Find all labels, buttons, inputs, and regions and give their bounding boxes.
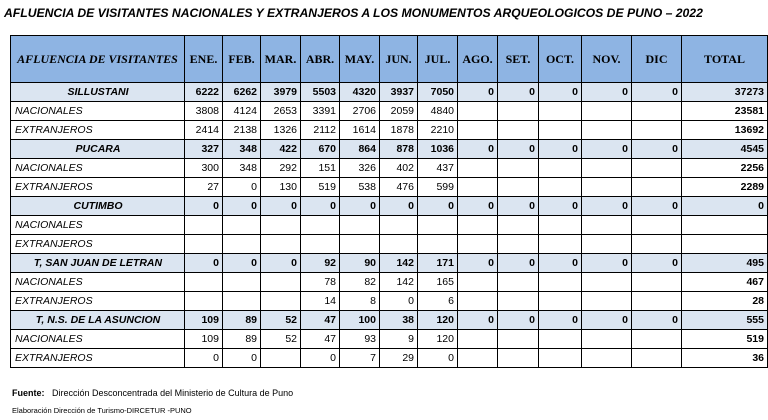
table-cell: 327	[185, 140, 223, 159]
table-cell	[261, 273, 301, 292]
table-cell: 0	[458, 83, 498, 102]
month-header: JUL.	[418, 36, 458, 83]
table-cell: 0	[418, 349, 458, 368]
category-name: EXTRANJEROS	[11, 292, 185, 311]
table-cell	[498, 102, 539, 121]
table-cell: 6	[418, 292, 458, 311]
table-cell: 0	[632, 140, 682, 159]
category-name: EXTRANJEROS	[11, 235, 185, 254]
table-cell	[340, 216, 380, 235]
table-cell	[380, 235, 418, 254]
table-cell: 0	[582, 254, 632, 273]
source-text: Dirección Desconcentrada del Ministerio de Cultura de Puno	[52, 388, 294, 398]
row-total: 28	[682, 292, 768, 311]
header-label: AFLUENCIA DE VISITANTES	[11, 36, 185, 83]
table-cell: 2653	[261, 102, 301, 121]
row-total: 555	[682, 311, 768, 330]
table-cell: 0	[582, 311, 632, 330]
table-cell	[458, 159, 498, 178]
table-cell	[582, 178, 632, 197]
table-cell: 0	[223, 178, 261, 197]
table-cell	[582, 235, 632, 254]
row-total: 4545	[682, 140, 768, 159]
site-name: PUCARA	[11, 140, 185, 159]
table-cell: 52	[261, 311, 301, 330]
table-cell: 0	[185, 349, 223, 368]
table-cell	[185, 216, 223, 235]
table-cell: 0	[458, 311, 498, 330]
table-cell: 1614	[340, 121, 380, 140]
table-cell: 109	[185, 311, 223, 330]
table-cell: 476	[380, 178, 418, 197]
table-cell: 38	[380, 311, 418, 330]
table-cell	[458, 178, 498, 197]
site-row	[11, 140, 768, 159]
breakdown-row	[11, 178, 768, 197]
table-cell	[261, 235, 301, 254]
table-cell	[632, 102, 682, 121]
table-cell	[458, 330, 498, 349]
table-cell: 519	[301, 178, 340, 197]
table-cell: 0	[458, 197, 498, 216]
table-cell: 120	[418, 330, 458, 349]
table-cell: 422	[261, 140, 301, 159]
table-cell	[340, 235, 380, 254]
month-header: MAY.	[340, 36, 380, 83]
row-total	[682, 235, 768, 254]
table-cell	[185, 235, 223, 254]
row-total: 0	[682, 197, 768, 216]
site-name: CUTIMBO	[11, 197, 185, 216]
table-cell: 0	[632, 83, 682, 102]
table-cell: 1326	[261, 121, 301, 140]
table-cell	[539, 292, 582, 311]
row-total: 467	[682, 273, 768, 292]
breakdown-row	[11, 349, 768, 368]
category-name: NACIONALES	[11, 273, 185, 292]
table-cell: 29	[380, 349, 418, 368]
table-cell: 3808	[185, 102, 223, 121]
category-name: EXTRANJEROS	[11, 178, 185, 197]
table-cell	[458, 349, 498, 368]
table-cell: 89	[223, 330, 261, 349]
table-cell	[539, 349, 582, 368]
table-cell: 47	[301, 311, 340, 330]
table-cell	[458, 292, 498, 311]
total-header: TOTAL	[682, 36, 768, 83]
table-cell: 82	[340, 273, 380, 292]
visitors-table	[10, 35, 768, 368]
table-cell: 4840	[418, 102, 458, 121]
table-cell: 0	[418, 197, 458, 216]
table-cell: 2706	[340, 102, 380, 121]
category-name: EXTRANJEROS	[11, 349, 185, 368]
table-cell: 0	[340, 197, 380, 216]
table-cell	[498, 273, 539, 292]
row-total	[682, 216, 768, 235]
source-note	[12, 388, 293, 398]
table-cell: 292	[261, 159, 301, 178]
table-cell	[498, 349, 539, 368]
table-cell: 8	[340, 292, 380, 311]
table-cell	[301, 216, 340, 235]
table-cell	[458, 121, 498, 140]
table-cell	[582, 159, 632, 178]
table-cell: 348	[223, 159, 261, 178]
table-cell: 348	[223, 140, 261, 159]
table-cell: 878	[380, 140, 418, 159]
breakdown-row	[11, 216, 768, 235]
table-cell	[458, 235, 498, 254]
table-cell: 0	[498, 197, 539, 216]
table-cell	[498, 235, 539, 254]
site-row	[11, 254, 768, 273]
site-name: T, N.S. DE LA ASUNCION	[11, 311, 185, 330]
table-cell: 437	[418, 159, 458, 178]
month-header: MAR.	[261, 36, 301, 83]
month-header: SET.	[498, 36, 539, 83]
table-cell	[261, 349, 301, 368]
table-cell	[632, 235, 682, 254]
table-cell: 0	[223, 349, 261, 368]
table-cell: 0	[458, 140, 498, 159]
table-cell: 3937	[380, 83, 418, 102]
breakdown-row	[11, 102, 768, 121]
table-cell	[223, 235, 261, 254]
table-cell: 0	[539, 254, 582, 273]
table-cell	[632, 121, 682, 140]
table-cell	[539, 159, 582, 178]
table-cell: 538	[340, 178, 380, 197]
month-header: AGO.	[458, 36, 498, 83]
table-cell: 0	[632, 311, 682, 330]
table-cell: 7050	[418, 83, 458, 102]
breakdown-row	[11, 121, 768, 140]
table-cell: 14	[301, 292, 340, 311]
table-cell: 89	[223, 311, 261, 330]
table-cell: 6262	[223, 83, 261, 102]
table-cell: 0	[632, 197, 682, 216]
breakdown-row	[11, 273, 768, 292]
table-cell: 0	[223, 197, 261, 216]
table-cell	[539, 178, 582, 197]
table-body	[11, 83, 768, 368]
table-cell	[418, 235, 458, 254]
month-header: ABR.	[301, 36, 340, 83]
table-cell	[458, 102, 498, 121]
table-cell: 2112	[301, 121, 340, 140]
month-header: ENE.	[185, 36, 223, 83]
table-cell: 52	[261, 330, 301, 349]
table-cell: 864	[340, 140, 380, 159]
table-cell	[261, 292, 301, 311]
table-cell: 4320	[340, 83, 380, 102]
table-cell: 0	[301, 197, 340, 216]
table-cell: 0	[261, 254, 301, 273]
table-cell: 27	[185, 178, 223, 197]
table-cell: 5503	[301, 83, 340, 102]
table-cell: 326	[340, 159, 380, 178]
table-cell	[185, 292, 223, 311]
site-row	[11, 197, 768, 216]
table-cell	[539, 121, 582, 140]
table-cell: 90	[340, 254, 380, 273]
category-name: NACIONALES	[11, 216, 185, 235]
breakdown-row	[11, 292, 768, 311]
breakdown-row	[11, 159, 768, 178]
table-cell	[582, 330, 632, 349]
table-cell	[301, 235, 340, 254]
month-header: JUN.	[380, 36, 418, 83]
page-title: AFLUENCIA DE VISITANTES NACIONALES Y EXTRANJEROS A LOS MONUMENTOS ARQUEOLOGICOS DE PUNO – 2022	[4, 6, 703, 20]
table-cell: 0	[380, 197, 418, 216]
table-cell	[539, 273, 582, 292]
table-cell: 142	[380, 254, 418, 273]
table-cell: 2414	[185, 121, 223, 140]
month-header: FEB.	[223, 36, 261, 83]
table-cell	[632, 159, 682, 178]
row-total: 23581	[682, 102, 768, 121]
table-cell: 151	[301, 159, 340, 178]
table-cell: 3979	[261, 83, 301, 102]
table-cell: 0	[185, 197, 223, 216]
table-cell: 0	[498, 140, 539, 159]
row-total: 519	[682, 330, 768, 349]
table-cell: 130	[261, 178, 301, 197]
table-cell	[582, 273, 632, 292]
table-cell: 0	[632, 254, 682, 273]
table-cell: 0	[261, 197, 301, 216]
table-cell: 0	[185, 254, 223, 273]
source-label: Fuente:	[12, 388, 45, 398]
table-cell	[582, 121, 632, 140]
table-header-row	[11, 36, 768, 83]
month-header: NOV.	[582, 36, 632, 83]
table-cell	[632, 178, 682, 197]
table-cell: 0	[539, 83, 582, 102]
table-cell	[582, 349, 632, 368]
table-cell	[632, 330, 682, 349]
row-total: 37273	[682, 83, 768, 102]
table-cell	[539, 330, 582, 349]
table-cell: 6222	[185, 83, 223, 102]
table-cell: 0	[539, 197, 582, 216]
table-cell	[632, 349, 682, 368]
row-total: 2289	[682, 178, 768, 197]
breakdown-row	[11, 235, 768, 254]
table-cell	[380, 216, 418, 235]
table-cell: 47	[301, 330, 340, 349]
table-cell	[498, 178, 539, 197]
table-cell	[185, 273, 223, 292]
table-cell	[223, 273, 261, 292]
month-header: DIC	[632, 36, 682, 83]
table-cell	[418, 216, 458, 235]
site-row	[11, 311, 768, 330]
table-cell: 300	[185, 159, 223, 178]
table-cell: 78	[301, 273, 340, 292]
table-cell: 2210	[418, 121, 458, 140]
category-name: NACIONALES	[11, 102, 185, 121]
table-cell: 402	[380, 159, 418, 178]
table-cell: 3391	[301, 102, 340, 121]
table-cell: 7	[340, 349, 380, 368]
table-cell	[458, 273, 498, 292]
table-cell	[582, 292, 632, 311]
table-cell	[632, 216, 682, 235]
site-row	[11, 83, 768, 102]
table-cell	[498, 159, 539, 178]
site-name: SILLUSTANI	[11, 83, 185, 102]
table-cell: 0	[498, 83, 539, 102]
month-header: OCT.	[539, 36, 582, 83]
table-cell: 100	[340, 311, 380, 330]
table-cell	[261, 216, 301, 235]
table-cell: 4124	[223, 102, 261, 121]
table-cell: 0	[539, 311, 582, 330]
table-cell: 109	[185, 330, 223, 349]
table-cell: 0	[498, 311, 539, 330]
table-cell: 0	[498, 254, 539, 273]
table-cell: 92	[301, 254, 340, 273]
table-cell: 93	[340, 330, 380, 349]
table-cell: 0	[223, 254, 261, 273]
table-cell: 599	[418, 178, 458, 197]
category-name: EXTRANJEROS	[11, 121, 185, 140]
category-name: NACIONALES	[11, 330, 185, 349]
table-cell	[458, 216, 498, 235]
table-cell: 142	[380, 273, 418, 292]
table-cell	[539, 216, 582, 235]
table-cell	[223, 292, 261, 311]
row-total: 13692	[682, 121, 768, 140]
table-cell	[582, 102, 632, 121]
elaboration-note: Elaboración Dirección de Turismo-DIRCETUR -PUNO	[12, 406, 192, 415]
table-cell: 0	[582, 83, 632, 102]
table-cell	[539, 235, 582, 254]
table-cell: 1878	[380, 121, 418, 140]
row-total: 495	[682, 254, 768, 273]
breakdown-row	[11, 330, 768, 349]
table-cell: 1036	[418, 140, 458, 159]
table-cell: 0	[458, 254, 498, 273]
table-cell	[223, 216, 261, 235]
table-cell: 0	[582, 140, 632, 159]
table-cell: 2059	[380, 102, 418, 121]
table-cell: 165	[418, 273, 458, 292]
table-cell	[498, 292, 539, 311]
table-cell: 0	[380, 292, 418, 311]
site-name: T, SAN JUAN DE LETRAN	[11, 254, 185, 273]
row-total: 2256	[682, 159, 768, 178]
table-cell: 171	[418, 254, 458, 273]
table-cell	[632, 273, 682, 292]
table-cell	[582, 216, 632, 235]
category-name: NACIONALES	[11, 159, 185, 178]
row-total: 36	[682, 349, 768, 368]
table-cell: 670	[301, 140, 340, 159]
table-cell: 0	[539, 140, 582, 159]
table-cell	[539, 102, 582, 121]
table-cell: 9	[380, 330, 418, 349]
table-cell: 0	[582, 197, 632, 216]
table-cell: 0	[301, 349, 340, 368]
table-cell	[498, 121, 539, 140]
table-cell	[632, 292, 682, 311]
table-cell	[498, 216, 539, 235]
table-cell	[498, 330, 539, 349]
table-cell: 2138	[223, 121, 261, 140]
table-cell: 120	[418, 311, 458, 330]
